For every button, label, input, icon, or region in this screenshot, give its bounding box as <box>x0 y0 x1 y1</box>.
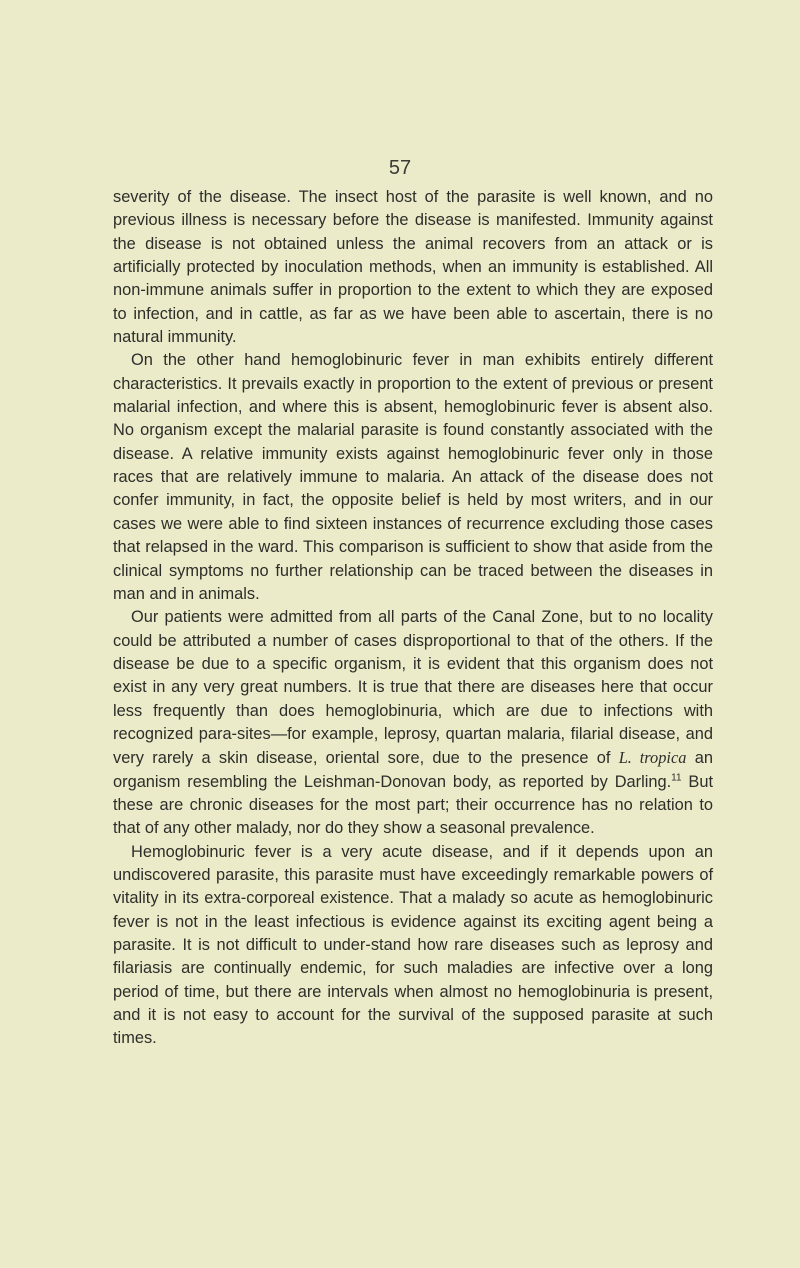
paragraph-3-text-c: But these are chronic diseases for the most part; their occurrence has no relation to that of any other malady, nor do they show a seasonal prevalence. <box>113 772 713 838</box>
paragraph-3 <box>113 606 713 840</box>
page-number: 57 <box>388 157 412 179</box>
paragraph-1: severity of the disease. The insect host of the parasite is well known, and no previous illness is necessary before the disease is manifested. Immunity against the disease is not obtained unless the animal recovers from an attack or is artificially protected by inoculation methods, when an immunity is established. All non-immune animals suffer in proportion to the extent to which they are exposed to infection, and in cattle, as far as we have been able to ascertain, there is no natural immunity. <box>113 188 713 347</box>
paragraph-4: Hemoglobinuric fever is a very acute disease, and if it depends upon an undiscovered parasite, this parasite must have exceedingly remarkable powers of vitality in its extra-corporeal existence. That a malady so acute as hemoglobinuric fever is not in the least infectious is evidence against its exciting agent being a parasite. It is not difficult to under-stand how rare diseases such as leprosy and filariasis are continually endemic, for such maladies are infective over a long period of time, but there are intervals when almost no hemoglobinuria is present, and it is not easy to account for the survival of the supposed parasite at such times. <box>113 842 713 1048</box>
paragraph-3-text-a: Our patients were admitted from all parts of the Canal Zone, but to no locality could be attributed a number of cases disproportional to that of the others. If the disease be due to a specific organism, it is evident that this organism does not exist in any very great numbers. It is true that there are diseases here that occur less frequently than does hemoglobinuria, which are due to infections with recognized para-sites—for example, leprosy, quartan malaria, filarial disease, and very rarely a skin disease, oriental sore, due to the presence of <box>113 608 713 768</box>
body-text <box>113 186 713 1051</box>
footnote-reference: 11 <box>671 772 682 784</box>
paragraph-3-text-b: an organism resembling the Leishman-Donovan body, as reported by Darling. <box>113 749 713 791</box>
species-name-italic: L. tropica <box>618 748 687 768</box>
paragraph-2: On the other hand hemoglobinuric fever in man exhibits entirely different characteristics. It prevails exactly in proportion to the extent of previous or present malarial infection, and where this is absent, hemoglobinuric fever is absent also. No organism except the malarial parasite is found constantly associated with the disease. A relative immunity exists against hemoglobinuric fever only in those races that are relatively immune to malaria. An attack of the disease does not confer immunity, in fact, the opposite belief is held by most writers, and in our cases we were able to find sixteen instances of recurrence excluding those cases that relapsed in the ward. This comparison is sufficient to show that aside from the clinical symptoms no further relationship can be traced between the diseases in man and in animals. <box>113 351 713 603</box>
